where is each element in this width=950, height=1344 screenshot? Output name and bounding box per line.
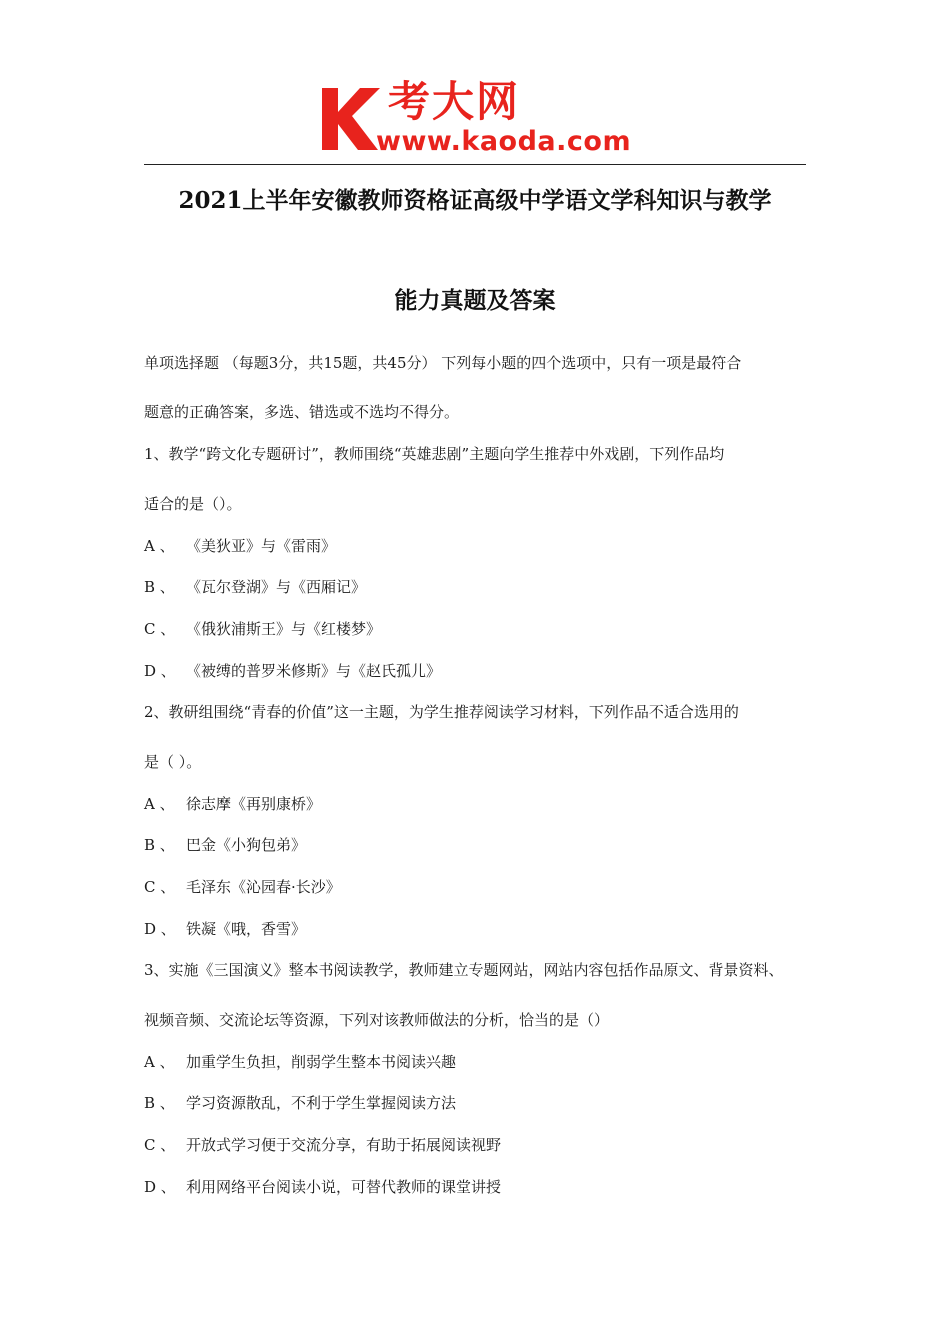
question-2-option-c: [144, 876, 341, 898]
option-text: 《被缚的普罗米修斯》与《赵氏孤儿》: [186, 662, 442, 680]
question-3-option-c: [144, 1134, 501, 1156]
question-1-option-d: [144, 660, 441, 682]
option-text: 开放式学习便于交流分享，有助于拓展阅读视野: [186, 1136, 502, 1154]
option-letter: D 、: [144, 662, 176, 680]
question-3-option-d: [144, 1176, 501, 1198]
option-text: 巴金《小狗包弟》: [186, 836, 307, 854]
logo-url-text: www.kaoda.com: [376, 126, 632, 157]
option-text: 铁凝《哦，香雪》: [186, 920, 307, 938]
option-text: 徐志摩《再别康桥》: [186, 795, 322, 813]
option-letter: B 、: [144, 578, 175, 596]
question-3-stem-line1: 3、实施《三国演义》整本书阅读教学，教师建立专题网站，网站内容包括作品原文、背景资料、: [144, 961, 784, 979]
question-3-stem-line2: 视频音频、交流论坛等资源，下列对该教师做法的分析，恰当的是（）: [144, 1011, 610, 1029]
page-title-line1: 2021上半年安徽教师资格证高级中学语文学科知识与教学: [178, 187, 772, 214]
option-letter: B 、: [144, 1094, 175, 1112]
option-letter: C 、: [144, 620, 176, 638]
option-text: 《瓦尔登湖》与《西厢记》: [186, 578, 367, 596]
kaoda-logo: [318, 78, 648, 158]
question-1-stem-line2: 适合的是（）。: [144, 495, 242, 513]
option-letter: D 、: [144, 1178, 176, 1196]
question-2-option-b: [144, 834, 306, 856]
question-1-option-c: [144, 618, 381, 640]
question-2-option-d: [144, 918, 306, 940]
logo-chinese-text: 考大网: [388, 77, 521, 126]
question-1-option-a: [144, 535, 336, 557]
question-2-stem-line2: 是（ ）。: [144, 753, 202, 771]
option-text: 《俄狄浦斯王》与《红楼梦》: [186, 620, 382, 638]
question-1-option-b: [144, 576, 366, 598]
question-3-option-b: [144, 1092, 456, 1114]
option-letter: D 、: [144, 920, 176, 938]
option-text: 《美狄亚》与《雷雨》: [186, 537, 337, 555]
option-letter: A 、: [144, 1053, 175, 1071]
instructions-line1: 单项选择题 （每题3分，共15题，共45分） 下列每小题的四个选项中，只有一项是最符合: [144, 354, 742, 372]
question-2-option-a: [144, 793, 321, 815]
option-letter: A 、: [144, 795, 175, 813]
option-text: 毛泽东《沁园春·长沙》: [186, 878, 341, 896]
instructions-line2: 题意的正确答案，多选、错选或不选均不得分。: [144, 403, 460, 421]
option-text: 学习资源散乱，不利于学生掌握阅读方法: [186, 1094, 457, 1112]
option-letter: A 、: [144, 537, 175, 555]
question-3-option-a: [144, 1051, 456, 1073]
option-text: 加重学生负担，削弱学生整本书阅读兴趣: [186, 1053, 457, 1071]
question-2-stem-line1: 2、教研组围绕“青春的价值”这一主题，为学生推荐阅读学习材料，下列作品不适合选用的: [144, 703, 739, 721]
option-letter: C 、: [144, 878, 176, 896]
option-letter: B 、: [144, 836, 175, 854]
question-1-stem-line1: 1、教学“跨文化专题研讨”，教师围绕“英雄悲剧”主题向学生推荐中外戏剧，下列作品均: [144, 445, 725, 463]
option-letter: C 、: [144, 1136, 176, 1154]
page-title-line2: 能力真题及答案: [394, 287, 556, 314]
option-text: 利用网络平台阅读小说，可替代教师的课堂讲授: [186, 1178, 502, 1196]
header-divider: [144, 164, 806, 165]
